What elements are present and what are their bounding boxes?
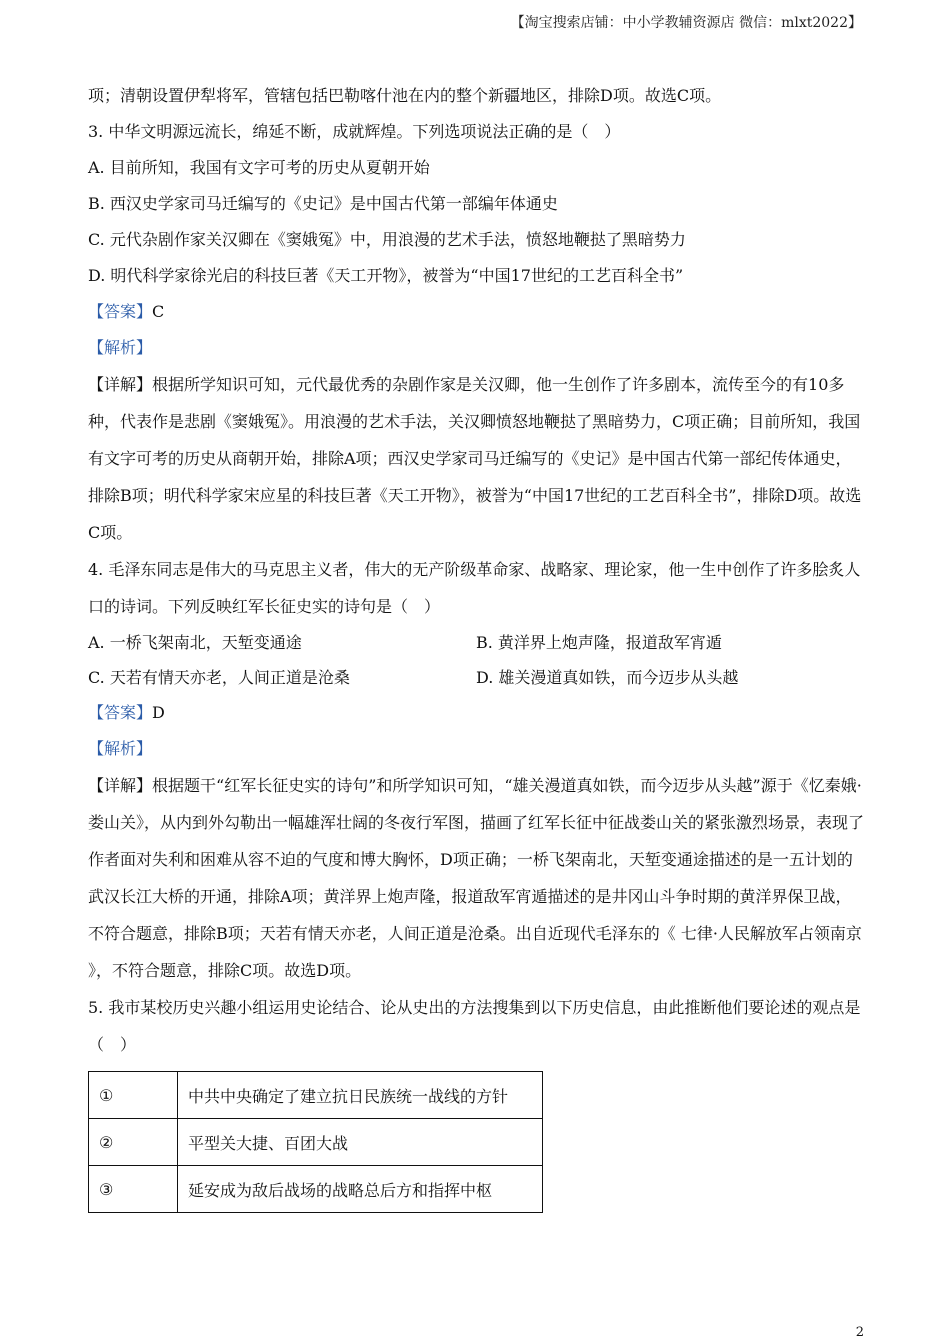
- q3-stem: 3. 中华文明源远流长，绵延不断，成就辉煌。下列选项说法正确的是（ ）: [88, 122, 621, 141]
- q4-stem: 4. 毛泽东同志是伟大的马克思主义者，伟大的无产阶级革命家、战略家、理论家，他一生中创作了许多脍炙人口的诗词。下列反映红军长征史实的诗句是（ ）: [88, 560, 861, 616]
- page-number: 2: [855, 1325, 864, 1340]
- q4-option-a: A. 一桥飞架南北，天堑变通途: [88, 633, 302, 652]
- q4-options-row-1: [88, 625, 864, 660]
- answer-value: D: [152, 703, 165, 722]
- detail-tag: 【详解】: [88, 776, 153, 795]
- table-cell-num: ③: [89, 1166, 178, 1213]
- table-row: [89, 1119, 543, 1166]
- q4-option-b: B. 黄洋界上炮声隆，报道敌军宵遁: [476, 633, 722, 652]
- detail-tag: 【详解】: [88, 375, 153, 394]
- q3-detail: [88, 366, 864, 551]
- table-cell-num: ①: [89, 1072, 178, 1119]
- table-row: [89, 1072, 543, 1119]
- analysis-tag: 【解析】: [88, 338, 153, 357]
- detail-text: 根据题干“红军长征史实的诗句”和所学知识可知，“雄关漫道真如铁，而今迈步从头越”源于《忆秦娥·娄山关》，从内到外勾勒出一幅雄浑壮阔的冬夜行军图，描画了红军长征中征战娄山关的紧张激烈场景，表现了作者面对失利和困难从容不迫的气度和博大胸怀，D项正确；一桥飞架南北，天堑变通途描述的是一五计划的武汉长江大桥的开通，排除A项；黄洋界上炮声隆，报道敌军宵遁描述的是井冈山斗争时期的黄洋界保卫战，不符合题意，排除B项；天若有情天亦老，人间正道是沧桑。出自近现代毛泽东的《 七律·人民解放军占领南京 》，不符合题意，排除C项。故选D项。: [88, 776, 865, 980]
- detail-text: 根据所学知识可知，元代最优秀的杂剧作家是关汉卿，他一生创作了许多剧本，流传至今的有10多种，代表作是悲剧《窦娥冤》。用浪漫的艺术手法，关汉卿愤怒地鞭挞了黑暗势力，C项正确；目前所知，我国有文字可考的历史从商朝开始，排除A项；西汉史学家司马迁编写的《史记》是中国古代第一部纪传体通史，排除B项；明代科学家宋应星的科技巨著《天工开物》，被誉为“中国17世纪的工艺百科全书”，排除D项。故选C项。: [88, 375, 862, 542]
- question-4: [88, 551, 864, 989]
- question-3: [88, 114, 864, 551]
- q3-option-a: A. 目前所知，我国有文字可考的历史从夏朝开始: [88, 158, 430, 177]
- intro-line: 项；清朝设置伊犁将军，管辖包括巴勒喀什池在内的整个新疆地区，排除D项。故选C项。: [88, 86, 722, 105]
- table-row: [89, 1166, 543, 1213]
- q4-options-row-2: [88, 660, 864, 695]
- q3-option-c: C. 元代杂剧作家关汉卿在《窦娥冤》中，用浪漫的艺术手法，愤怒地鞭挞了黑暗势力: [88, 230, 686, 249]
- page-header: 【淘宝搜索店铺：中小学教辅资源店 微信：mlxt2022】: [510, 15, 862, 31]
- q4-detail: [88, 767, 864, 989]
- q4-answer: [88, 695, 864, 731]
- q3-answer: [88, 294, 864, 330]
- q3-option-d: D. 明代科学家徐光启的科技巨著《天工开物》，被誉为“中国17世纪的工艺百科全书”: [88, 266, 684, 285]
- answer-value: C: [152, 302, 165, 321]
- table-cell-text: 延安成为敌后战场的战略总后方和指挥中枢: [178, 1166, 543, 1213]
- table-cell-text: 平型关大捷、百团大战: [178, 1119, 543, 1166]
- q3-option-b: B. 西汉史学家司马迁编写的《史记》是中国古代第一部编年体通史: [88, 194, 558, 213]
- document-body: [88, 78, 864, 1213]
- analysis-tag: 【解析】: [88, 739, 153, 758]
- q3-analysis: [88, 330, 864, 366]
- answer-tag: 【答案】: [88, 703, 153, 722]
- table-cell-text: 中共中央确定了建立抗日民族统一战线的方针: [178, 1072, 543, 1119]
- q4-option-c: C. 天若有情天亦老，人间正道是沧桑: [88, 668, 350, 687]
- answer-tag: 【答案】: [88, 302, 153, 321]
- table-cell-num: ②: [89, 1119, 178, 1166]
- q4-option-d: D. 雄关漫道真如铁，而今迈步从头越: [476, 668, 739, 687]
- q5-info-table: [88, 1071, 543, 1213]
- q4-analysis: [88, 731, 864, 767]
- q5-stem: 5. 我市某校历史兴趣小组运用史论结合、论从史出的方法搜集到以下历史信息，由此推断他们要论述的观点是（ ）: [88, 998, 861, 1054]
- question-5: [88, 989, 864, 1213]
